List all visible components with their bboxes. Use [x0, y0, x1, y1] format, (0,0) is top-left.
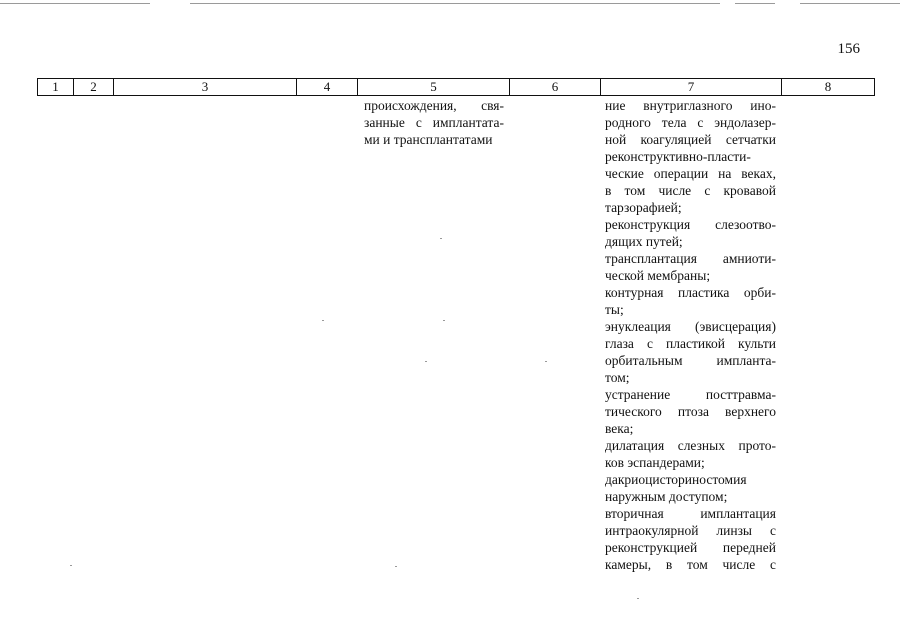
scan-speck — [637, 598, 639, 599]
scan-speck — [443, 320, 445, 321]
text-line: тарзорафией; — [605, 200, 682, 215]
page-number: 156 — [837, 41, 860, 57]
text-line: реконструкция слезоотво- — [605, 217, 776, 232]
scan-speck — [70, 565, 72, 566]
text-line: камеры, в том числе с — [605, 557, 776, 572]
table-header-row — [37, 78, 875, 96]
column-header-4: 4 — [323, 79, 331, 94]
text-line: ной коагуляцией сетчатки — [605, 132, 776, 147]
scan-artifact-line — [0, 3, 150, 4]
text-line: том; — [605, 370, 630, 385]
text-line: устранение посттравма- — [605, 387, 776, 402]
column-header-5: 5 — [430, 79, 437, 94]
scan-speck — [440, 238, 442, 239]
column-header-3: 3 — [201, 79, 209, 94]
text-line: в том числе с кровавой — [605, 183, 776, 198]
scan-artifact-line — [190, 3, 720, 4]
text-line: ческой мембраны; — [605, 268, 711, 283]
text-line: реконструктивно-пласти- — [605, 149, 751, 164]
text-line: вторичная имплантация — [605, 506, 776, 521]
column-header-1: 1 — [52, 79, 59, 94]
text-line: ков эспандерами; — [605, 455, 705, 470]
text-line: орбитальным импланта- — [605, 353, 776, 368]
text-line: контурная пластика орби- — [605, 285, 776, 300]
text-line: интраокулярной линзы с — [605, 523, 776, 538]
text-line: ние внутриглазного ино- — [605, 98, 776, 113]
text-line: тического птоза верхнего — [605, 404, 776, 419]
scan-artifact-line — [735, 3, 775, 4]
text-line: наружным доступом; — [605, 489, 728, 504]
text-line: глаза с пластикой культи — [605, 336, 776, 351]
text-line: дилатация слезных прото- — [605, 438, 776, 453]
column-header-8: 8 — [824, 79, 832, 94]
text-line: происхождения, свя- — [364, 98, 504, 113]
column-5-cell — [364, 97, 504, 148]
text-line: века; — [605, 421, 634, 436]
column-7-cell — [605, 97, 776, 573]
text-line: трансплантация амниоти- — [605, 251, 776, 266]
text-line: родного тела с эндолазер- — [605, 115, 776, 130]
scan-speck — [425, 361, 427, 362]
scan-speck — [545, 361, 547, 362]
text-line: энуклеация (эвисцерация) — [605, 319, 776, 334]
text-line: реконструкцией передней — [605, 540, 776, 555]
text-line: ты; — [605, 302, 624, 317]
scan-speck — [322, 320, 324, 321]
column-header-6: 6 — [551, 79, 559, 94]
scan-artifact-line — [800, 3, 900, 4]
scan-speck — [395, 566, 397, 567]
text-line: ческие операции на веках, — [605, 166, 776, 181]
text-line: ми и трансплантатами — [364, 132, 493, 147]
column-header-7: 7 — [687, 79, 695, 94]
text-line: занные с имплантата- — [364, 115, 504, 130]
text-line: дакриоцисториностомия — [605, 472, 747, 487]
column-header-2: 2 — [90, 79, 97, 94]
text-line: дящих путей; — [605, 234, 683, 249]
